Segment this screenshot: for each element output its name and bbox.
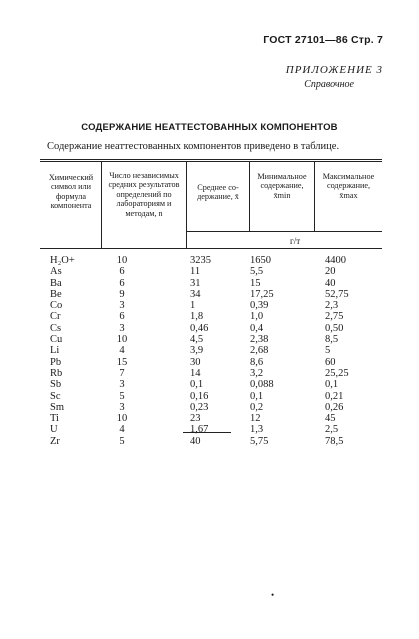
cell-min: 0,088 [250, 379, 274, 391]
avg-column [190, 255, 211, 447]
header-symbol-line: символ или [51, 182, 91, 192]
header-min [250, 172, 314, 200]
cell-count: 6 [119, 311, 125, 323]
cell-symbol: Cs [50, 322, 62, 334]
cell-count: 10 [116, 334, 128, 346]
section-title: СОДЕРЖАНИЕ НЕАТТЕСТОВАННЫХ КОМПОНЕНТОВ [81, 122, 338, 133]
cell-min: 2,38 [250, 334, 269, 346]
cell-symbol: As [50, 266, 62, 278]
cell-avg: 40 [190, 435, 201, 447]
cell-min: 12 [250, 413, 261, 425]
cell-max: 0,1 [325, 379, 339, 391]
appendix-label: ПРИЛОЖЕНИЕ 3 [285, 64, 383, 76]
header-symbol-line: Химический [48, 173, 94, 182]
cell-min: 0,2 [250, 401, 264, 413]
header-symbol-line: компонента [50, 201, 92, 211]
cell-max: 40 [325, 277, 336, 289]
cell-avg: 1 [190, 300, 196, 312]
cell-min: 15 [250, 277, 261, 289]
cell-max: 2,5 [325, 424, 339, 436]
cell-max: 0,26 [325, 401, 344, 413]
cell-min: 1,3 [250, 424, 264, 436]
cell-max: 60 [325, 356, 336, 368]
header-count-line: лабораториям и [116, 199, 172, 209]
cell-max: 5 [325, 345, 331, 357]
cell-count: 3 [119, 401, 125, 413]
header-avg-line: Среднее со- [197, 183, 239, 192]
cell-symbol: Ba [50, 277, 62, 289]
cell-min: 2,68 [250, 345, 269, 357]
cell-count: 5 [119, 435, 125, 447]
cell-symbol: Sm [50, 401, 65, 413]
header-min-line: x̄min [273, 190, 291, 200]
header-min-line: содержание, [260, 181, 304, 191]
header-count-line: определений по [116, 189, 172, 199]
cell-avg: 1,67 [190, 424, 209, 436]
cell-max: 52,75 [325, 288, 349, 300]
cell-avg: 1,8 [190, 311, 204, 323]
cell-min: 5,5 [250, 266, 264, 278]
table-top-rule-double [40, 161, 382, 162]
cell-count: 3 [119, 300, 125, 312]
cell-count: 4 [119, 424, 125, 436]
cell-avg: 34 [190, 288, 201, 300]
cell-count: 5 [119, 390, 125, 402]
header-avg [187, 183, 249, 202]
cell-min: 0,1 [250, 390, 264, 402]
cell-avg: 0,16 [190, 390, 209, 402]
cell-symbol: U [50, 424, 58, 436]
cell-avg: 30 [190, 356, 201, 368]
cell-count: 6 [119, 277, 125, 289]
header-count [102, 171, 186, 218]
table-top-rule [40, 159, 382, 160]
cell-avg: 23 [190, 413, 201, 425]
cell-max: 20 [325, 266, 336, 278]
cell-max: 25,25 [325, 367, 349, 379]
header-avg-line: держание, x̄ [197, 192, 239, 202]
footer-mark: • [271, 590, 275, 600]
cell-min: 1650 [250, 255, 271, 266]
cell-count: 9 [119, 288, 125, 300]
cell-avg: 31 [190, 277, 201, 289]
cell-symbol: Cu [50, 334, 63, 346]
cell-max: 2,75 [325, 311, 344, 323]
cell-min: 3,2 [250, 367, 264, 379]
intro-text: Содержание неаттестованных компонентов приведено в таблице. [47, 141, 340, 152]
cell-avg: 3,9 [190, 345, 204, 357]
cell-max: 45 [325, 413, 336, 425]
cell-symbol: Li [50, 345, 60, 357]
cell-count: 6 [119, 266, 125, 278]
symbol-column [50, 255, 75, 447]
cell-count: 10 [116, 255, 128, 266]
unit-divider-rule [186, 231, 382, 232]
max-column [325, 255, 349, 447]
min-column [250, 255, 274, 447]
header-max-line: содержание, [326, 181, 371, 191]
header-max [315, 172, 382, 200]
column-divider [186, 161, 187, 248]
cell-count: 15 [116, 356, 128, 368]
header-count-line: методам, n [125, 208, 163, 218]
cell-min: 8,6 [250, 356, 264, 368]
cell-max: 2,3 [325, 300, 339, 312]
header-count-line: Число независимых [109, 171, 179, 180]
cell-min: 1,0 [250, 311, 264, 323]
cell-count: 4 [119, 345, 125, 357]
cell-symbol: Co [50, 300, 63, 312]
cell-count: 10 [116, 413, 128, 425]
cell-max: 0,21 [325, 390, 344, 402]
cell-avg: 3235 [190, 255, 211, 266]
cell-symbol: Cr [50, 311, 61, 323]
header-symbol [41, 173, 101, 211]
cell-min: 5,75 [250, 435, 269, 447]
cell-symbol: Pb [50, 356, 62, 368]
cell-count: 3 [119, 379, 125, 391]
cell-max: 4400 [325, 255, 346, 266]
cell-symbol: Zr [50, 435, 60, 447]
cell-avg: 14 [190, 367, 201, 379]
header-count-line: средних результатов [108, 180, 180, 190]
cell-symbol: H₂O+ [50, 255, 75, 266]
appendix-note: Справочное [304, 79, 354, 90]
cell-min: 0,39 [250, 300, 269, 312]
count-column [107, 255, 137, 447]
cell-min: 0,4 [250, 322, 264, 334]
cell-count: 3 [119, 322, 125, 334]
cell-symbol: Be [50, 288, 62, 300]
cell-max: 78,5 [325, 435, 344, 447]
cell-avg: 0,46 [190, 322, 209, 334]
cell-symbol: Rb [50, 367, 63, 379]
footer-rule [183, 432, 231, 433]
header-bottom-rule [40, 248, 382, 249]
cell-symbol: Sb [50, 379, 62, 391]
cell-avg: 0,1 [190, 379, 204, 391]
cell-count: 7 [119, 367, 125, 379]
header-max-line: Максимальное [322, 172, 375, 181]
cell-max: 8,5 [325, 334, 339, 346]
cell-max: 0,50 [325, 322, 344, 334]
cell-min: 17,25 [250, 288, 274, 300]
page-header: ГОСТ 27101—86 Стр. 7 [263, 34, 383, 46]
header-symbol-line: формула [55, 191, 86, 201]
cell-symbol: Sc [50, 390, 61, 402]
cell-avg: 11 [190, 266, 201, 278]
header-max-line: x̄max [339, 190, 358, 200]
unit-label: г/т [290, 236, 301, 246]
header-min-line: Минимальное [257, 172, 307, 181]
cell-symbol: Ti [50, 413, 59, 425]
cell-avg: 4,5 [190, 334, 204, 346]
cell-avg: 0,23 [190, 401, 209, 413]
